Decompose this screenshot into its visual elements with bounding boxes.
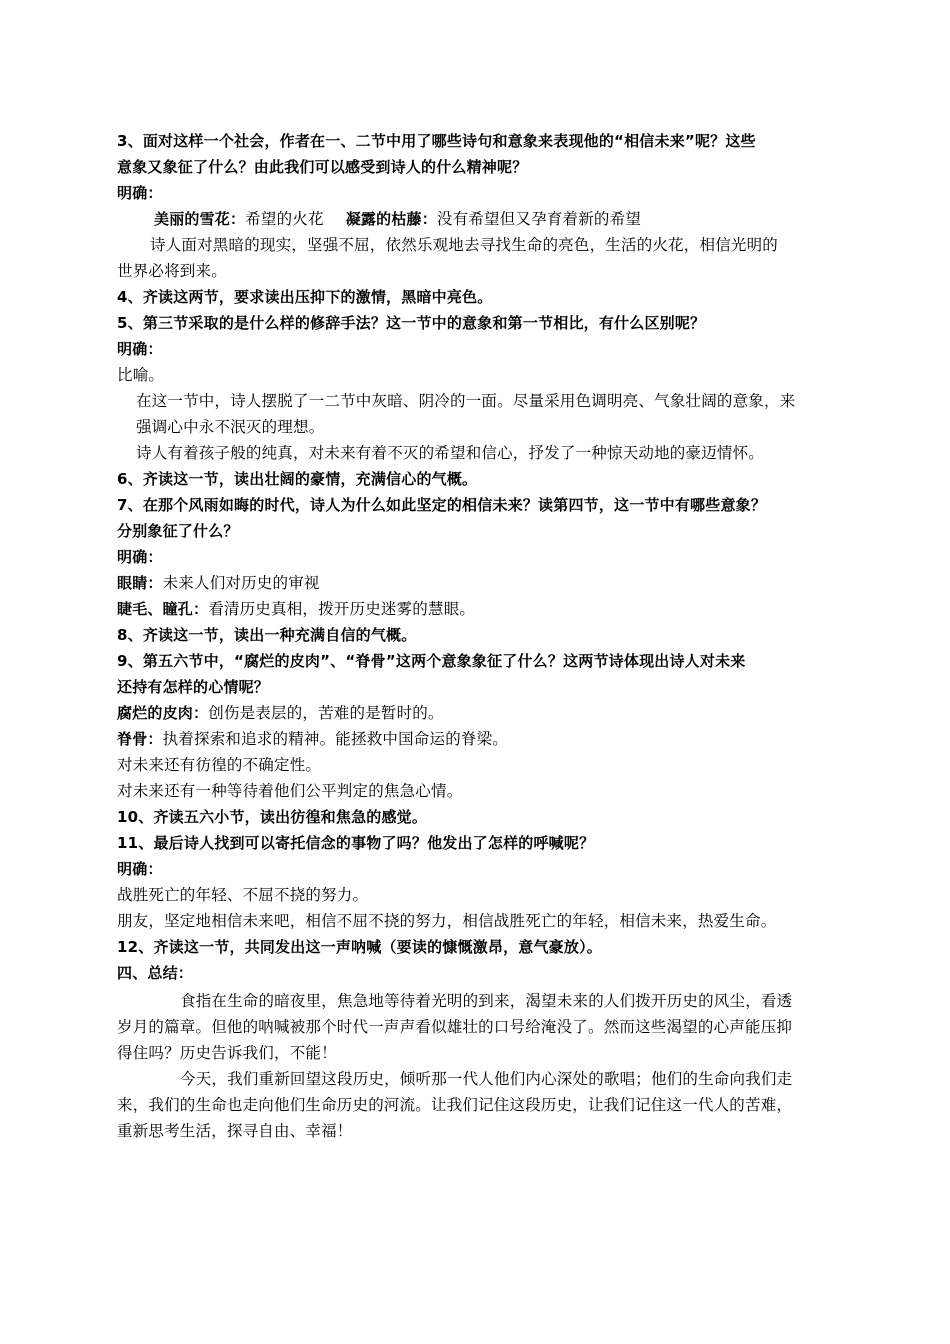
- imagery-line: [117, 702, 444, 724]
- answer-text: 比喻。: [117, 366, 165, 384]
- mingque-label: 明确：: [117, 184, 163, 202]
- imagery-line: [117, 572, 320, 594]
- paragraph-line: 强调心中永不泯灭的理想。: [136, 418, 325, 436]
- imagery-text-flesh: 创伤是表层的，苦难的是暂时的。: [208, 704, 444, 722]
- imagery-text-spine: 执着探索和追求的精神。能拯救中国命运的脊梁。: [162, 730, 509, 748]
- paragraph-line: 战胜死亡的年轻、不屈不挠的努力。: [117, 886, 369, 904]
- paragraph-line: 在这一节中，诗人摆脱了一二节中灰暗、阴冷的一面。尽量采用色调明亮、气象壮阔的意象，来: [136, 392, 796, 410]
- question-8: 8、齐读这一节，读出一种充满自信的气概。: [117, 626, 417, 644]
- question-11: 11、最后诗人找到可以寄托信念的事物了吗？他发出了怎样的呼喊呢？: [117, 834, 595, 852]
- imagery-term-flesh: 腐烂的皮肉：: [117, 704, 209, 722]
- imagery-term-eyes: 眼睛：: [117, 574, 163, 592]
- paragraph-line: 诗人有着孩子般的纯真，对未来有着不灭的希望和信心，抒发了一种惊天动地的豪迈情怀。: [136, 444, 765, 462]
- paragraph-line: 对未来还有彷徨的不确定性。: [117, 756, 322, 774]
- question-3-line-2: 意象又象征了什么？由此我们可以感受到诗人的什么精神呢？: [117, 158, 528, 176]
- mingque-label: 明确：: [117, 548, 163, 566]
- imagery-line: [117, 728, 508, 750]
- question-7-line-1: 7、在那个风雨如晦的时代，诗人为什么如此坚定的相信未来？读第四节，这一节中有哪些意象？: [117, 496, 767, 514]
- summary-heading: 四、总结：: [117, 964, 194, 982]
- imagery-line: [154, 208, 641, 230]
- imagery-text-vine: 没有希望但又孕育着新的希望: [436, 210, 642, 228]
- question-4: 4、齐读这两节，要求读出压抑下的激情，黑暗中亮色。: [117, 288, 493, 306]
- paragraph-line: 诗人面对黑暗的现实，坚强不屈，依然乐观地去寻找生命的亮色，生活的火花，相信光明的: [150, 236, 779, 254]
- paragraph-line: 得住吗？历史告诉我们，不能！: [117, 1044, 337, 1062]
- imagery-text-snowflake: 希望的火花: [245, 210, 324, 228]
- imagery-term-lashes: 睫毛、瞳孔：: [117, 600, 209, 618]
- paragraph-line: 来，我们的生命也走向他们生命历史的河流。让我们记住这段历史，让我们记住这一代人的苦难，: [117, 1096, 793, 1114]
- paragraph-line: 世界必将到来。: [117, 262, 227, 280]
- paragraph-line: 今天，我们重新回望这段历史，倾听那一代人他们内心深处的歌唱；他们的生命向我们走: [180, 1070, 793, 1088]
- imagery-term-snowflake: 美丽的雪花：: [154, 210, 246, 228]
- question-3-line-1: 3、面对这样一个社会，作者在一、二节中用了哪些诗句和意象来表现他的“相信未来”呢？这些: [117, 132, 756, 150]
- paragraph-line: 岁月的篇章。但他的呐喊被那个时代一声声看似雄壮的口号给淹没了。然而这些渴望的心声能压抑: [117, 1018, 793, 1036]
- paragraph-line: 对未来还有一种等待着他们公平判定的焦急心情。: [117, 782, 463, 800]
- paragraph-line: 重新思考生活，探寻自由、幸福！: [117, 1122, 353, 1140]
- imagery-term-vine: 凝露的枯藤：: [345, 210, 437, 228]
- question-12: 12、齐读这一节，共同发出这一声呐喊（要读的慷慨激昂，意气豪放）。: [117, 938, 602, 956]
- question-5: 5、第三节采取的是什么样的修辞手法？这一节中的意象和第一节相比，有什么区别呢？: [117, 314, 706, 332]
- question-9-line-2: 还持有怎样的心情呢？: [117, 678, 270, 696]
- question-6: 6、齐读这一节，读出壮阔的豪情，充满信心的气概。: [117, 470, 478, 488]
- imagery-term-spine: 脊骨：: [117, 730, 163, 748]
- paragraph-line: 朋友，坚定地相信未来吧，相信不屈不挠的努力，相信战胜死亡的年轻，相信未来，热爱生命。: [117, 912, 777, 930]
- mingque-label: 明确：: [117, 860, 163, 878]
- question-7-line-2: 分别象征了什么？: [117, 522, 239, 540]
- imagery-text-eyes: 未来人们对历史的审视: [162, 574, 320, 592]
- paragraph-line: 食指在生命的暗夜里，焦急地等待着光明的到来，渴望未来的人们拨开历史的风尘，看透: [180, 992, 793, 1010]
- mingque-label: 明确：: [117, 340, 163, 358]
- imagery-line: [117, 598, 475, 620]
- imagery-text-lashes: 看清历史真相，拨开历史迷雾的慧眼。: [208, 600, 476, 618]
- question-10: 10、齐读五六小节，读出彷徨和焦急的感觉。: [117, 808, 428, 826]
- question-9-line-1: 9、第五六节中，“腐烂的皮肉”、“脊骨”这两个意象象征了什么？这两节诗体现出诗人对未来: [117, 652, 746, 670]
